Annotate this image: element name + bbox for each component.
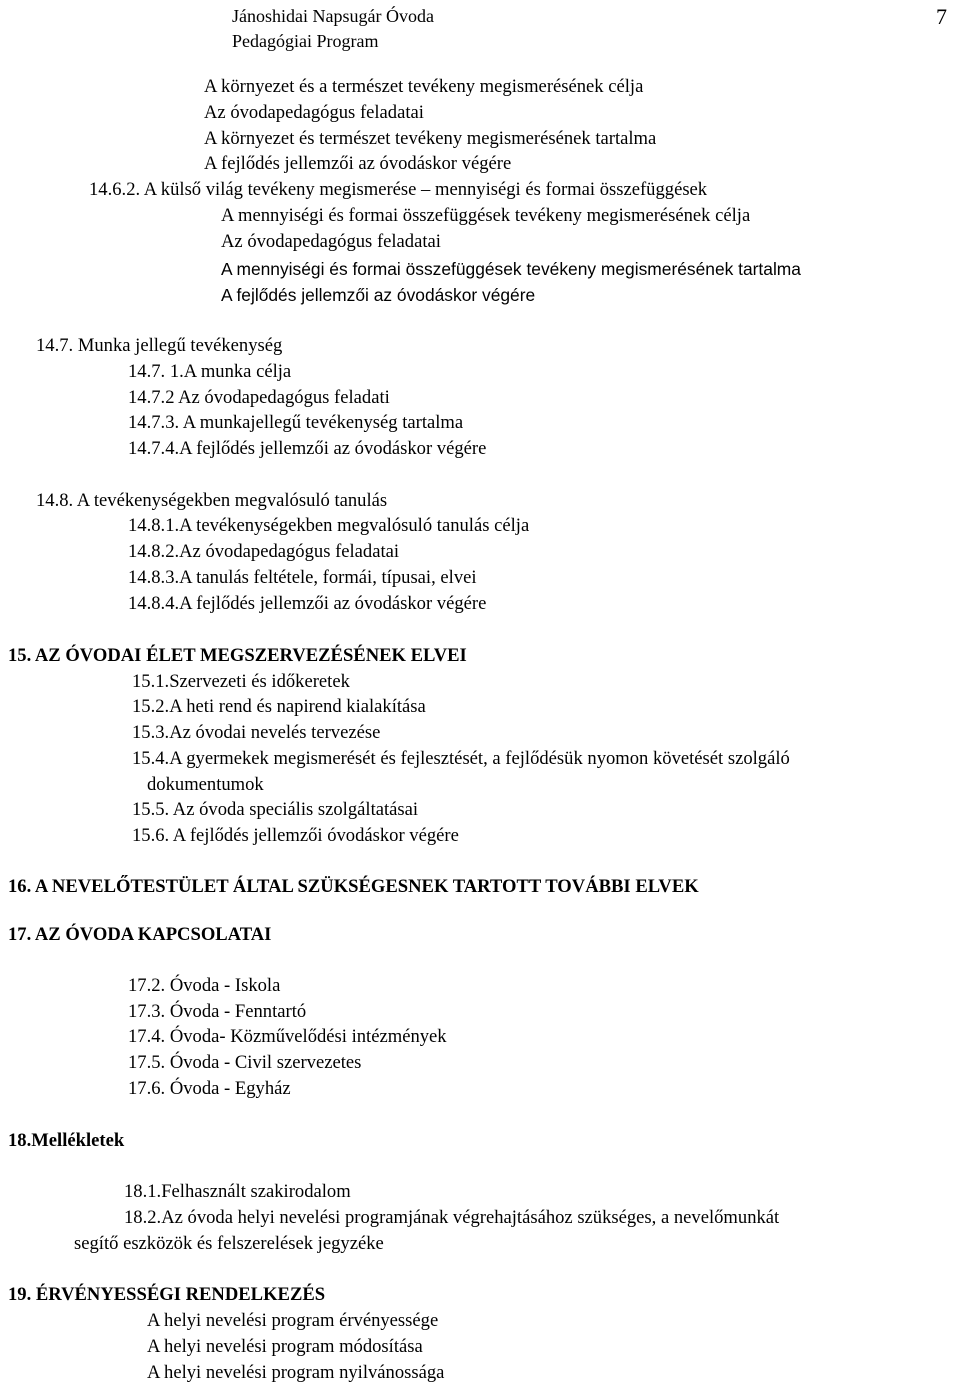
toc-entry: 15.3.Az óvodai nevelés tervezése (132, 722, 381, 743)
toc-entry: 15.4.A gyermekek megismerését és fejlesztését, a fejlődésük nyomon követését szolgáló (132, 748, 790, 769)
toc-entry: A helyi nevelési program nyilvánossága (147, 1362, 445, 1383)
toc-entry: A környezet és a természet tevékeny megismerésének célja (204, 76, 644, 97)
toc-heading: 15. AZ ÓVODAI ÉLET MEGSZERVEZÉSÉNEK ELVEI (8, 645, 467, 666)
toc-entry: 14.8. A tevékenységekben megvalósuló tanulás (36, 490, 388, 511)
toc-entry: 14.7.3. A munkajellegű tevékenység tartalma (128, 412, 464, 433)
toc-entry: segítő eszközök és felszerelések jegyzéke (74, 1233, 384, 1254)
toc-entry: 17.5. Óvoda - Civil szervezetes (128, 1052, 362, 1073)
toc-entry: 14.8.1.A tevékenységekben megvalósuló tanulás célja (128, 515, 530, 536)
toc-entry: A fejlődés jellemzői az óvodáskor végére (204, 153, 512, 174)
page-number: 7 (936, 4, 947, 29)
toc-entry: A helyi nevelési program érvényessége (147, 1310, 439, 1331)
toc-entry: 18.1.Felhasznált szakirodalom (124, 1181, 351, 1202)
toc-entry: 15.1.Szervezeti és időkeretek (132, 671, 350, 692)
toc-heading: 17. AZ ÓVODA KAPCSOLATAI (8, 924, 272, 945)
toc-entry: Az óvodapedagógus feladatai (204, 102, 424, 123)
toc-entry: A környezet és természet tevékeny megismerésének tartalma (204, 128, 657, 149)
toc-heading: 16. A NEVELŐTESTÜLET ÁLTAL SZÜKSÉGESNEK TARTOTT TOVÁBBI ELVEK (8, 876, 699, 897)
toc-entry: 17.3. Óvoda - Fenntartó (128, 1001, 307, 1022)
toc-entry: 17.6. Óvoda - Egyház (128, 1078, 291, 1099)
toc-entry: 14.7. Munka jellegű tevékenység (36, 335, 283, 356)
toc-entry: A mennyiségi és formai összefüggések tevékeny megismerésének tartalma (221, 259, 801, 279)
toc-entry: 15.2.A heti rend és napirend kialakítása (132, 696, 426, 717)
toc-entry: 18.2.Az óvoda helyi nevelési programjának végrehajtásához szükséges, a nevelőmunkát (124, 1207, 780, 1228)
toc-entry: 14.8.3.A tanulás feltétele, formái, típusai, elvei (128, 567, 477, 588)
toc-entry: 14.7.4.A fejlődés jellemzői az óvodáskor végére (128, 438, 487, 459)
toc-entry: 17.2. Óvoda - Iskola (128, 975, 281, 996)
header-doc-title: Pedagógiai Program (232, 31, 379, 51)
toc-entry: A fejlődés jellemzői az óvodáskor végére (221, 285, 536, 305)
toc-entry: 15.5. Az óvoda speciális szolgáltatásai (132, 799, 419, 820)
header-school: Jánoshidai Napsugár Óvoda (232, 6, 434, 26)
toc-entry: 14.7.2 Az óvodapedagógus feladati (128, 387, 390, 408)
toc-entry: 14.6.2. A külső világ tevékeny megismerése – mennyiségi és formai összefüggések (89, 179, 708, 200)
toc-entry: 14.7. 1.A munka célja (128, 361, 292, 382)
toc-entry: 14.8.2.Az óvodapedagógus feladatai (128, 541, 400, 562)
toc-heading: 18.Mellékletek (8, 1130, 125, 1151)
page-header (232, 4, 434, 54)
toc-entry: A mennyiségi és formai összefüggések tevékeny megismerésének célja (221, 205, 751, 226)
toc-heading: 19. ÉRVÉNYESSÉGI RENDELKEZÉS (8, 1284, 326, 1305)
toc-entry: 14.8.4.A fejlődés jellemzői az óvodáskor végére (128, 593, 487, 614)
toc-entry: A helyi nevelési program módosítása (147, 1336, 423, 1357)
toc-entry: Az óvodapedagógus feladatai (221, 231, 441, 252)
toc-entry: 15.6. A fejlődés jellemzői óvodáskor végére (132, 825, 459, 846)
toc-entry: dokumentumok (147, 774, 264, 795)
toc-entry: 17.4. Óvoda- Közművelődési intézmények (128, 1026, 447, 1047)
